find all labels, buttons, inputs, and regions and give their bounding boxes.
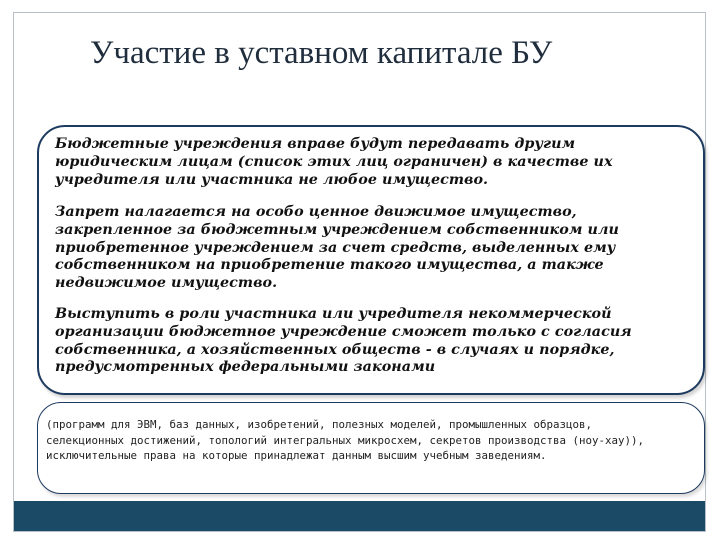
paragraph-prohibition: Запрет налагается на особо ценное движимое имущество, закрепленное за бюджетным учреждением собственником или приобретенное учреждением за счет средств, выделенных ему собственником на приобретение такого имущества, а также недвижимое имущество.	[55, 204, 619, 292]
slide-title: Участие в уставном капитале БУ	[90, 35, 553, 71]
footer-bar	[14, 501, 705, 531]
paragraph-property-transfer: Бюджетные учреждения вправе будут передавать другим юридическим лицам (список этих лиц ограничен) в качестве их учредителя или участника не любое имущество.	[55, 136, 613, 188]
paragraph-founder-role: Выступить в роли участника или учредителя некоммерческой организации бюджетное учреждение сможет только с согласия собственника, а хозяйственных обществ - в случаях и порядке, предусмотренных федеральными законами	[55, 306, 632, 376]
note-text: (программ для ЭВМ, баз данных, изобретений, полезных моделей, промышленных образцов, селекционных достижений, топологий интегральных микросхем, секретов производства (ноу-хау)), исключительные права на которые принадлежат данным высшим учебным заведениям.	[46, 418, 645, 462]
